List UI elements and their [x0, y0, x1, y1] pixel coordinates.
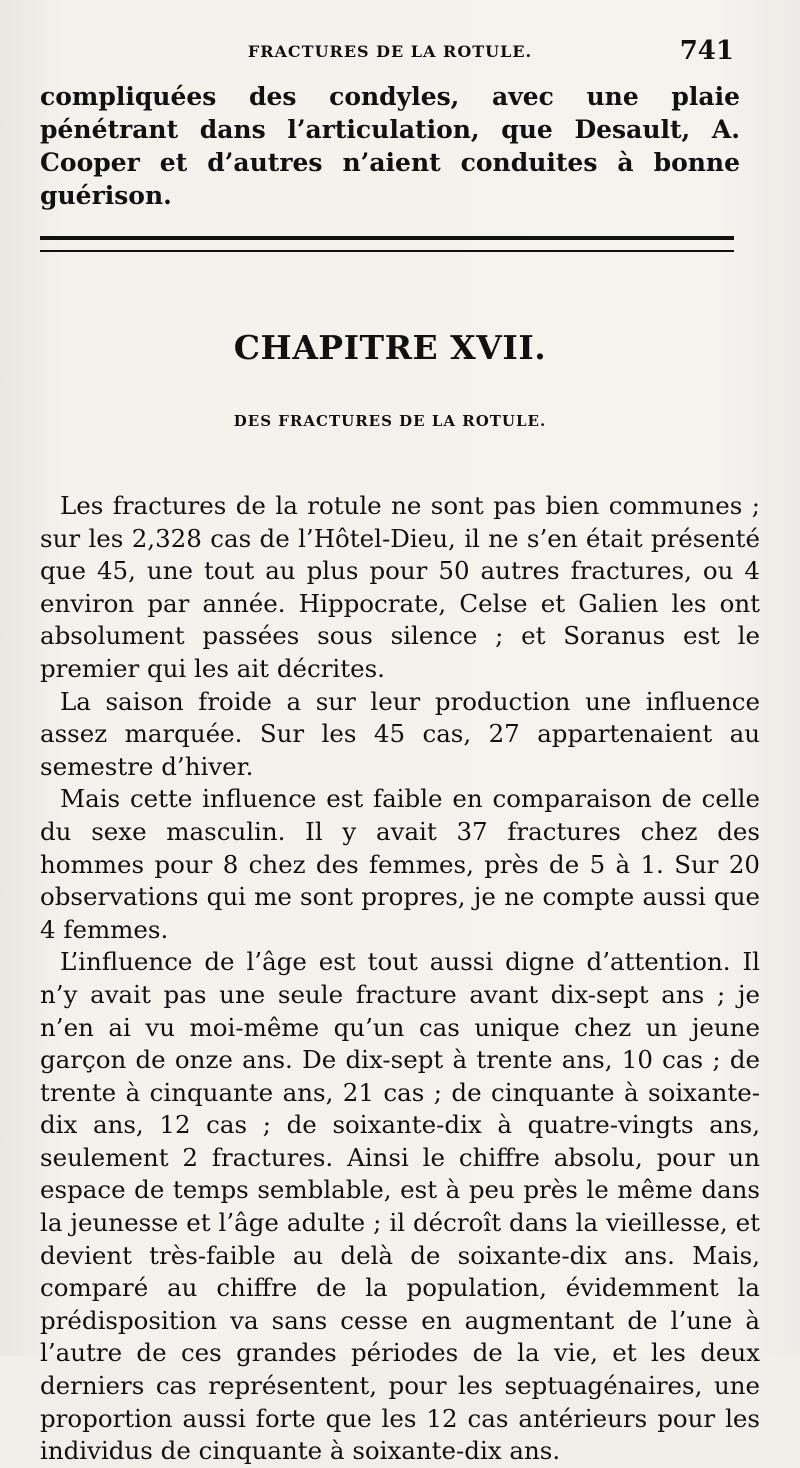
chapter-subtitle: DES FRACTURES DE LA ROTULE. — [233, 412, 547, 430]
running-title: FRACTURES DE LA ROTULE. — [247, 42, 533, 61]
body-text — [40, 490, 760, 1468]
paragraph: L’influence de l’âge est tout aussi digne d’attention. Il n’y avait pas une seule fracture avant dix-sept ans ; je n’en ai vu moi-même qu’un cas unique chez un jeune garçon de onze ans. De dix-sept à trente ans, 10 cas ; de trente à cinquante ans, 21 cas ; de cinquante à soixante-dix ans, 12 cas ; de soixante-dix à quatre-vingts ans, seulement 2 fractures. Ainsi le chiffre absolu, pour un espace de temps semblable, est à peu près le même dans la jeunesse et l’âge adulte ; il décroît dans la vieillesse, et devient très-faible au delà de soixante-dix ans. Mais, comparé au chiffre de la population, évidemment la prédisposition va sans cesse en augmentant de l’une à l’autre de ces grandes périodes de la vie, et les deux derniers cas représentent, pour les septuagénaires, une proportion aussi forte que les 12 cas antérieurs pour les individus de cinquante à soixante-dix ans. — [40, 947, 760, 1466]
page-number: 741 — [679, 36, 734, 66]
carry-over-text — [40, 80, 740, 212]
paragraph: La saison froide a sur leur production une influence assez marquée. Sur les 45 cas, 27 appartenaient au semestre d’hiver. — [40, 686, 760, 781]
section-divider — [40, 236, 734, 252]
page-header — [40, 36, 740, 70]
carry-over-paragraph: compliquées des condyles, avec une plaie pénétrant dans l’articulation, que Desault, A. Cooper et d’autres n’aient conduites à bonne guérison. — [40, 82, 740, 210]
chapter-title: CHAPITRE XVII. — [233, 328, 547, 367]
paragraph: Les fractures de la rotule ne sont pas bien communes ; sur les 2,328 cas de l’Hôtel-Dieu, il ne s’en était présenté que 45, une tout au plus pour 50 autres fractures, ou 4 environ par année. Hippocrate, Celse et Galien les ont absolument passées sous silence ; et Soranus est le premier qui les ait décrites. — [40, 491, 760, 683]
paragraph: Mais cette influence est faible en comparaison de celle du sexe masculin. Il y avait 37 fractures chez des hommes pour 8 chez des femmes, près de 5 à 1. Sur 20 observations qui me sont propres, je ne compte aussi que 4 femmes. — [40, 784, 760, 944]
